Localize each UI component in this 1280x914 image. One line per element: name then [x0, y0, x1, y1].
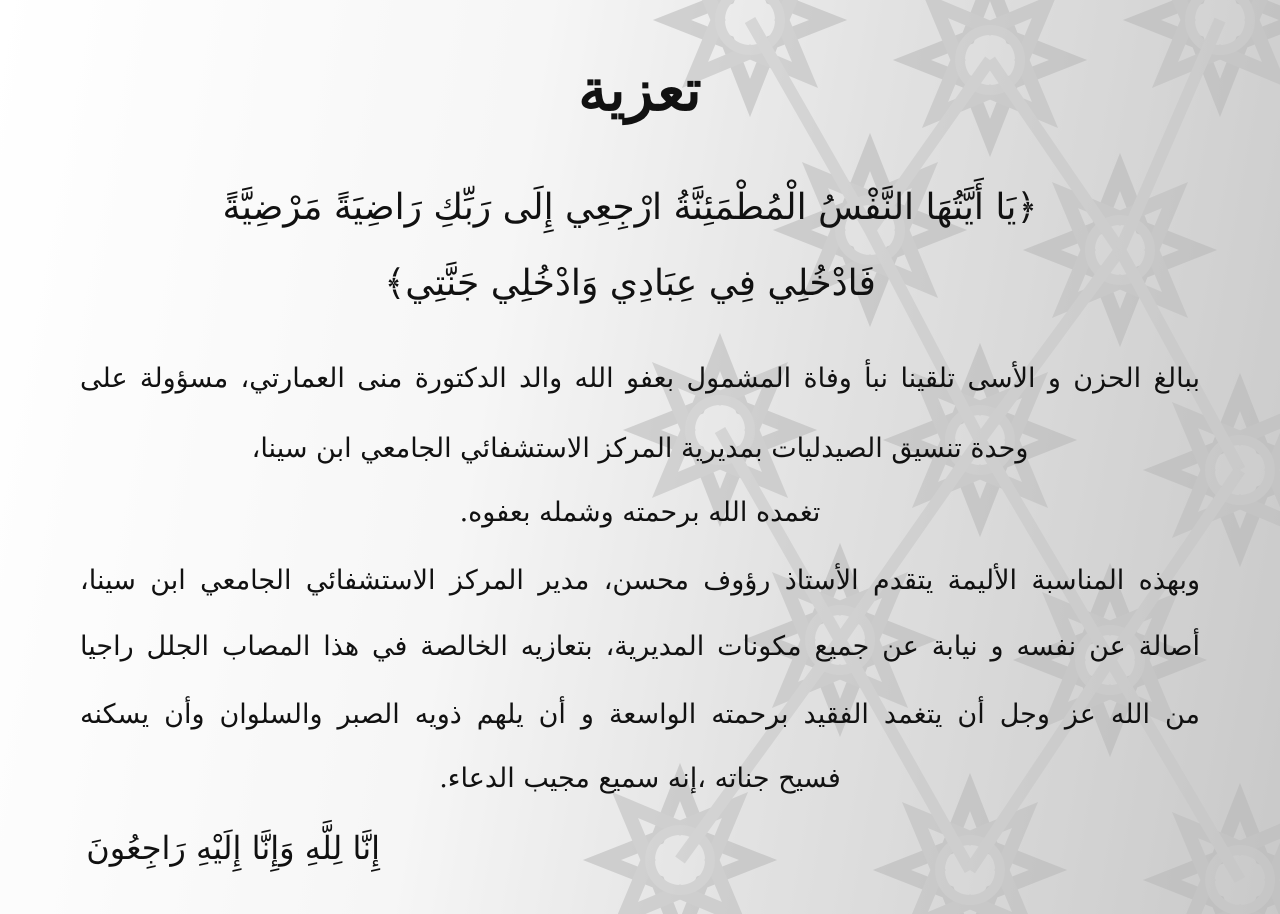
closing-verse: إِنَّا لِلَّهِ وَإِنَّا إِلَيْهِ رَاجِعُونَ	[86, 829, 380, 867]
quran-verse-line-1: ﴿يَا أَيَّتُهَا النَّفْسُ الْمُطْمَئِنَّةُ ارْجِعِي إِلَى رَبِّكِ رَاضِيَةً مَرْضِيَّةً	[222, 187, 1038, 228]
body-line-1: ببالغ الحزن و الأسى تلقينا نبأ وفاة المشمول بعفو الله والد الدكتورة منى العمارتي، مسؤولة على	[80, 363, 1200, 394]
body-line-2: وحدة تنسيق الصيدليات بمديرية المركز الاستشفائي الجامعي ابن سينا،	[251, 433, 1029, 464]
quran-verse-line-2: فَادْخُلِي فِي عِبَادِي وَادْخُلِي جَنَّتِي﴾	[384, 263, 876, 304]
body-line-3: تغمده الله برحمته وشمله بعفوه.	[459, 497, 821, 528]
body-line-7: فسيح جناته ،إنه سميع مجيب الدعاء.	[439, 763, 841, 794]
body-line-6: من الله عز وجل أن يتغمد الفقيد برحمته الواسعة و أن يلهم ذويه الصبر والسلوان وأن يسكنه	[80, 699, 1200, 730]
body-line-4: وبهذه المناسبة الأليمة يتقدم الأستاذ رؤوف محسن، مدير المركز الاستشفائي الجامعي ابن سينا،	[80, 565, 1200, 596]
page-title: تعزية	[578, 56, 702, 124]
body-line-5: أصالة عن نفسه و نيابة عن جميع مكونات المديرية، بتعازيه الخالصة في هذا المصاب الجلل راجيا	[80, 631, 1200, 662]
